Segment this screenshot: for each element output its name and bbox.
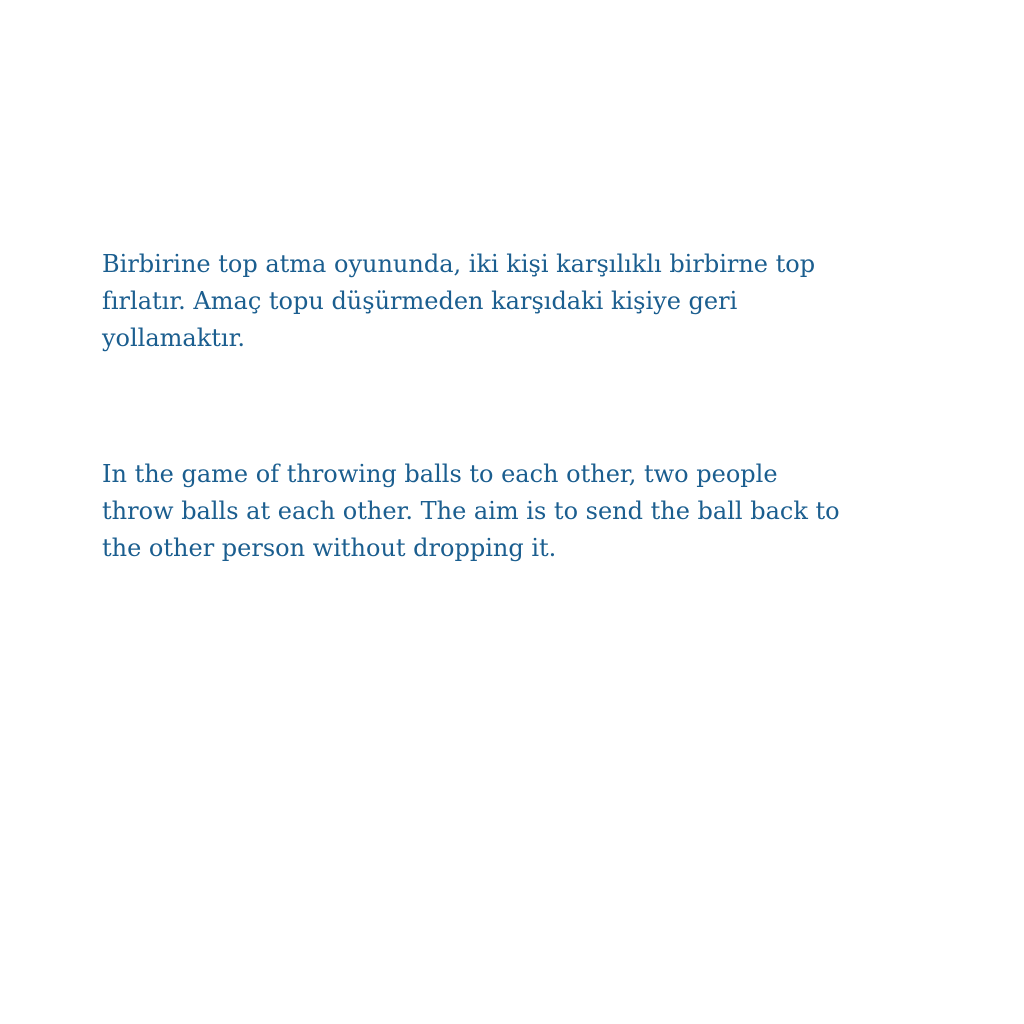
document-body bbox=[102, 0, 942, 1024]
english-paragraph: In the game of throwing balls to each other, two people throw balls at each other. The aim is to send the ball back to the other person without dropping it. bbox=[102, 460, 840, 562]
turkish-paragraph: Birbirine top atma oyununda, iki kişi karşılıklı birbirne top fırlatır. Amaç topu düşürmeden karşıdaki kişiye geri yollamaktır. bbox=[102, 250, 816, 352]
